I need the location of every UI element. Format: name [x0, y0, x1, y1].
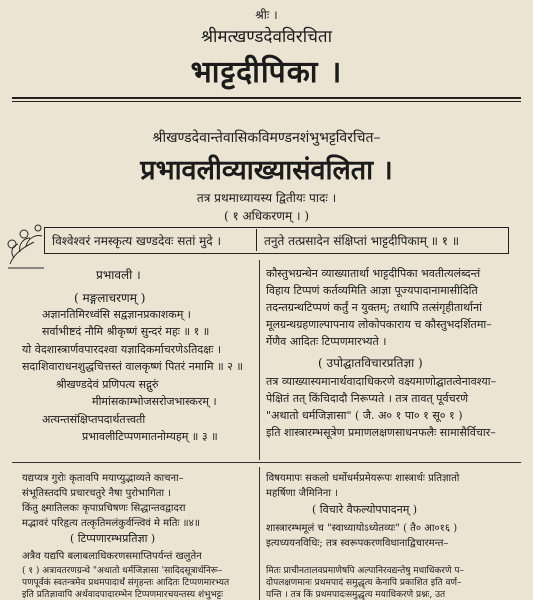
footnote-line: पणपूर्वकं स्वतन्त्रमेव प्रथमपादार्थं संगृहन्तः आदितः टिप्पणमारभ्यत: [22, 578, 230, 588]
verse-line: यद्यप्यत्र गुरोः कृतावपि मयाप्युद्भाव्यते काचना–: [22, 473, 184, 484]
paragraph-line: तदन्तग्रन्थटिप्पणं कर्तुं न युक्तम्; तथापि तत्संगृहीतार्थानां: [266, 301, 482, 314]
paragraph-line: र्गेणैव आदितः टिप्पणमारभ्यते ।: [266, 335, 387, 348]
verse-line: मद्भावरं परिहृत्य तत्कृतिमलंकुर्वन्त्विवं मे मतिः ॥४॥: [22, 518, 200, 529]
footnote-line: यन्ति । तत्र किं प्रथमपादःसमुद्धृत्य मयाधिकरणे प्रश्नः, उत: [266, 590, 446, 600]
footnote-line: इति प्रतिज्ञावापि अर्थवादपादारम्भेन टिप्पणमारचयन्तस्य शंभुभट्टः: [22, 590, 223, 600]
book-title: भाट्टदीपिका ।: [190, 55, 343, 90]
verse-divider: [256, 229, 257, 251]
footnote-line: मितः प्राचीनतालवप्रमाणेषपि अल्पानिरवद्यन्तेषु मधाधिकरणे प–: [266, 566, 464, 576]
paragraph-line: कौस्तुभग्रन्थेन व्याख्यातार्था भाट्टदीपिका भवतीत्यलंब्दन्तं: [266, 267, 481, 280]
paragraph-line: विषयमापः सकलो धर्मोधर्मप्रमेयरूपः शास्त्रार्थः प्रतिज्ञातो: [266, 473, 460, 484]
verse-line: सर्वाभीष्टदं नौमि श्रीकृष्णं सुन्दरं महः ॥ १ ॥: [42, 325, 210, 338]
paragraph-line: पेक्षितं तत् किंचिदादौ निरूप्यते । तत्र तावत् पूर्वचरणे: [266, 392, 469, 405]
author-line: श्रीमत्खण्डदेवविरचिता: [200, 27, 333, 47]
paragraph-line: इति शास्त्रारम्भसूत्रेण प्रमाणलक्षणसाधनफलैः सामासैर्विचार–: [266, 426, 496, 439]
header-rule: [12, 97, 521, 99]
verse-line: किंतु क्ष्मातिलकः कृपाप्रचिषणः सिद्धान्तवद्वादरा: [22, 503, 186, 514]
paragraph-line: मूलग्रन्थग्रहणाल्पापनाय लोकोपकाराय च कौस्तुभदर्शितमा–: [266, 318, 492, 331]
adhikarana-label: ( १ अधिकरणम् । ): [223, 209, 310, 223]
verse-line: यो वेदशास्त्रार्णवपारदश्वा यज्ञादिकर्माचरणेऽतिदक्षः ।: [22, 343, 222, 356]
invocation: श्रीः ।: [255, 8, 278, 22]
section-heading-upodghata: ( उपोद्घातविचारप्रतिज्ञा ): [318, 356, 423, 370]
section-heading-tippana: ( टिप्पणारम्भप्रतिज्ञा ): [70, 532, 156, 545]
paragraph-line: इत्यध्ययनविधिः; तत्र स्वरूपकरणविधानाद्विचारमन्त–: [266, 538, 449, 549]
footnote-line: ( १ ) अत्रावतरणग्रन्थे "अथातो धर्मजिज्ञासा 'सादिदसूत्रार्थनिरू–: [22, 566, 223, 576]
paragraph-line: तत्र व्याख्यास्यमानार्थवादाधिकरणे वक्ष्यमाणोद्घातत्वेनावश्या–: [266, 375, 497, 388]
verse-second-half: तनुते तत्प्रसादेन संक्षिप्तां भाट्टदीपिकाम् ॥ १ ॥: [264, 234, 460, 248]
chapter-line: तत्र प्रथमाध्यायस्य द्वितीयः पादः ।: [196, 191, 337, 205]
floral-ornament-icon: [4, 214, 48, 270]
verse-line: श्रीखण्डदेवं प्रणिपत्य सद्गुरुं: [56, 378, 159, 391]
paragraph-line: विहाय टिप्पणं कर्तव्यमिति आज्ञा पूज्यपादानामासीदिति: [266, 284, 478, 297]
footnote-rule: [12, 462, 521, 463]
section-heading-mangalacharanam: ( मङ्गलाचरणम् ): [74, 291, 146, 305]
paragraph-line: "अथातो धर्मजिज्ञासा" ( जै. अ० १ पा० १ सू० १ ): [266, 409, 463, 422]
paragraph-line: शास्त्रारम्भमूलं च "स्वाध्यायोऽध्येतव्यः" ( तै० आ०१६ ): [266, 523, 458, 534]
verse-line: अत्यन्तसंक्षिप्तपदार्थतत्त्वती: [42, 413, 146, 426]
footnote-column-divider: [259, 467, 260, 600]
paragraph-line: अत्रैव यद्यपि बलाबलाधिकरणसमाप्तिपर्यन्तं खलुतेन: [22, 551, 202, 562]
verse-line: प्रभावलीटिप्पणमातनोम्यहम् ॥ ३ ॥: [82, 430, 218, 443]
paragraph-line: महर्षिणा जैमिनिना ।: [266, 488, 338, 499]
verse-line: संभूतिस्तदपि प्रचारचतुरे नैषा पुरोभागिता ।: [22, 488, 172, 499]
commentary-title: प्रभावलीव्याख्यासंवलिता ।: [140, 155, 393, 186]
verse-line: मीमांसकाम्भोजसरोजभास्करम् ।: [92, 395, 217, 408]
footnote-line: दोपलक्षणमानः प्रथमपादं समुद्धृत्य केनापि प्रकाशित इति वर्ण–: [266, 578, 462, 588]
section-heading-vaiphalya: ( विचारे वैफल्योपपादनम् ): [312, 503, 418, 516]
verse-line: सदाशिवाराधनशुद्धचित्तस्तं वालकृष्णं पितरं नमामि ॥ २ ॥: [22, 360, 243, 373]
prabhavali-label: प्रभावली ।: [96, 268, 141, 282]
verse-first-half: विश्वेश्वरं नमस्कृत्य खण्डदेवः सतां मुदे ।: [52, 234, 222, 248]
verse-line: अज्ञानतिमिरध्वंसि सद्वज्ञानप्रकाशकम् ।: [42, 308, 191, 321]
column-divider: [259, 260, 260, 460]
header-rule-thin: [12, 101, 521, 102]
commentary-author-line: श्रीखण्डदेवान्तेवासिकविमण्डनशंभुभट्टविरचित–: [152, 130, 381, 146]
